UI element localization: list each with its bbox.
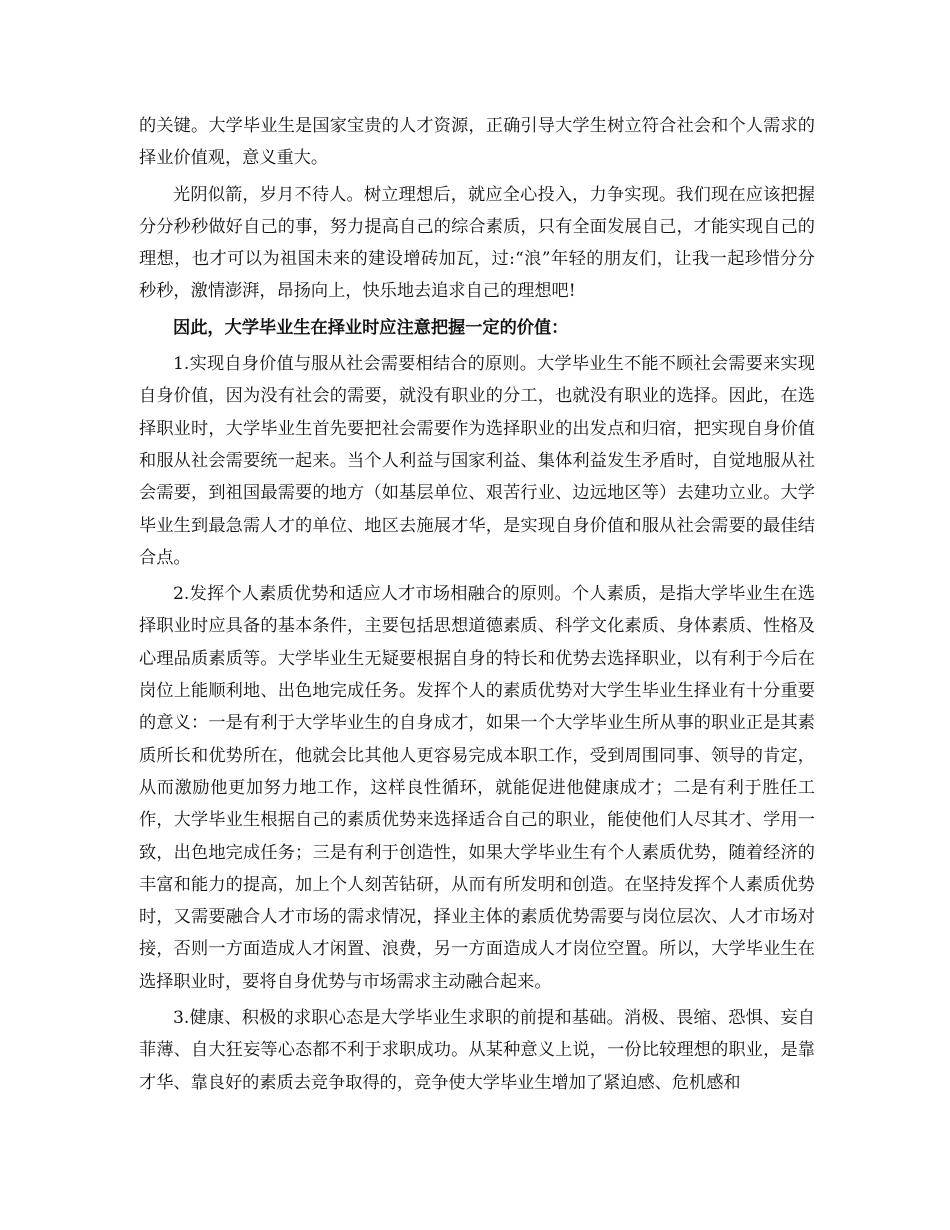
paragraph-principle-2: 2.发挥个人素质优势和适应人才市场相融合的原则。个人素质，是指大学毕业生在选择职业时应具备的基本条件，主要包括思想道德素质、科学文化素质、身体素质、性格及心理品质素质等。大学毕业生无疑要根据自身的特长和优势去选择职业，以有利于今后在岗位上能顺利地、出色地完成任务。发挥个人的素质优势对大学生毕业生择业有十分重要的意义：一是有利于大学毕业生的自身成才，如果一个大学毕业生所从事的职业正是其素质所长和优势所在，他就会比其他人更容易完成本职工作，受到周围同事、领导的肯定，从而激励他更加努力地工作，这样良性循环，就能促进他健康成才；二是有利于胜任工作，大学毕业生根据自己的素质优势来选择适合自己的职业，能使他们人尽其才、学用一致，出色地完成任务；三是有利于创造性，如果大学毕业生有个人素质优势，随着经济的丰富和能力的提高，加上个人刻苦钻研，从而有所发明和创造。在坚持发挥个人素质优势时，又需要融合人才市场的需求情况，择业主体的素质优势需要与岗位层次、人才市场对接，否则一方面造成人才闲置、浪费，另一方面造成人才岗位空置。所以，大学毕业生在选择职业时，要将自身优势与市场需求主动融合起来。	[139, 584, 815, 992]
paragraph-heading-values: 因此，大学毕业生在择业时应注意把握一定的价值：	[173, 317, 569, 338]
paragraph-time: 光阴似箭，岁月不待人。树立理想后，就应全心投入，力争实现。我们现在应该把握分分秒秒做好自己的事，努力提高自己的综合素质，只有全面发展自己，才能实现自己的理想，也才可以为祖国未来的建设增砖加瓦，过:“浪”年轻的朋友们，让我一起珍惜分分秒秒，激情澎湃，昂扬向上，快乐地去追求自己的理想吧!	[139, 184, 815, 302]
paragraph-principle-1: 1.实现自身价值与服从社会需要相结合的原则。大学毕业生不能不顾社会需要来实现自身价值，因为没有社会的需要，就没有职业的分工，也就没有职业的选择。因此，在选择职业时，大学毕业生首先要把社会需要作为选择职业的出发点和归宿，把实现自身价值和服从社会需要统一起来。当个人利益与国家利益、集体利益发生矛盾时，自觉地服从社会需要，到祖国最需要的地方（如基层单位、艰苦行业、边远地区等）去建功立业。大学毕业生到最急需人才的单位、地区去施展才华，是实现自身价值和服从社会需要的最佳结合点。	[139, 354, 815, 568]
document-page	[139, 110, 815, 1099]
paragraph-principle-3: 3.健康、积极的求职心态是大学毕业生求职的前提和基础。消极、畏缩、恐惧、妄自菲薄、自大狂妄等心态都不利于求职成功。从某种意义上说，一份比较理想的职业，是靠才华、靠良好的素质去竞争取得的，竞争使大学毕业生增加了紧迫感、危机感和	[139, 1008, 815, 1093]
paragraph-intro-end: 的关键。大学毕业生是国家宝贵的人才资源，正确引导大学生树立符合社会和个人需求的择业价值观，意义重大。	[139, 116, 815, 169]
